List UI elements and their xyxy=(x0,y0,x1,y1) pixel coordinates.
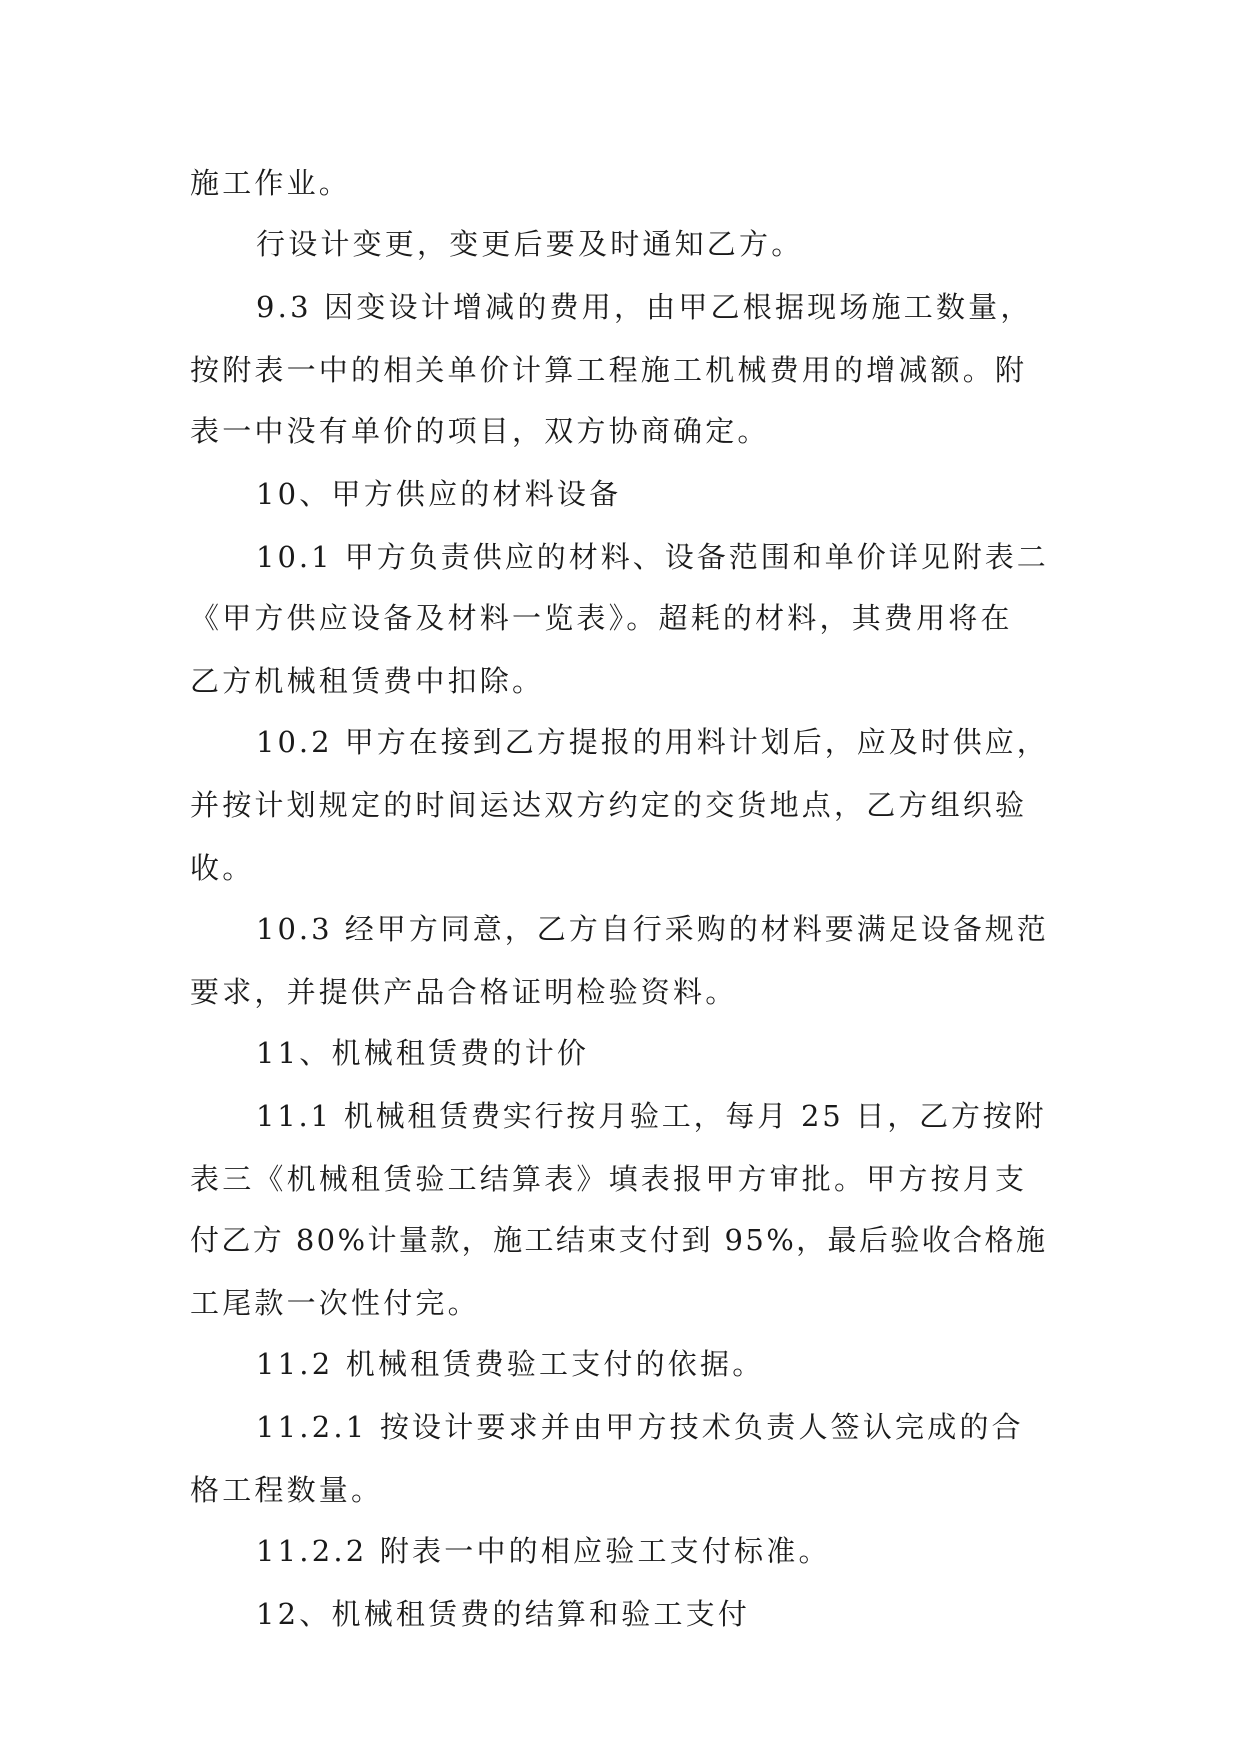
text-line: 行设计变更，变更后要及时通知乙方。 xyxy=(256,227,804,261)
paragraph-11-2-2: 11.2.2 附表一中的相应验工支付标准。 xyxy=(256,1534,831,1568)
paragraph-10-1: 10.1 甲方负责供应的材料、设备范围和单价详见附表二 xyxy=(256,540,1049,574)
section-heading-12: 12、机械租赁费的结算和验工支付 xyxy=(256,1597,751,1631)
text-line: 施工作业。 xyxy=(190,166,352,200)
text-line: 并按计划规定的时间运达双方约定的交货地点，乙方组织验 xyxy=(190,788,1028,822)
paragraph-10-2: 10.2 甲方在接到乙方提报的用料计划后，应及时供应， xyxy=(256,725,1049,759)
paragraph-11-2: 11.2 机械租赁费验工支付的依据。 xyxy=(256,1347,765,1381)
section-heading-10: 10、甲方供应的材料设备 xyxy=(256,477,622,511)
paragraph-11-1: 11.1 机械租赁费实行按月验工，每月 25 日，乙方按附 xyxy=(256,1099,1047,1133)
paragraph-10-3: 10.3 经甲方同意，乙方自行采购的材料要满足设备规范 xyxy=(256,912,1049,946)
paragraph-9-3: 9.3 因变设计增减的费用，由甲乙根据现场施工数量， xyxy=(256,290,1033,324)
text-line: 表一中没有单价的项目，双方协商确定。 xyxy=(190,414,770,448)
text-line: 按附表一中的相关单价计算工程施工机械费用的增减额。附 xyxy=(190,353,1028,387)
text-line: 乙方机械租赁费中扣除。 xyxy=(190,664,545,698)
paragraph-11-2-1: 11.2.1 按设计要求并由甲方技术负责人签认完成的合 xyxy=(256,1410,1024,1444)
text-line: 《甲方供应设备及材料一览表》。超耗的材料，其费用将在 xyxy=(190,601,1013,635)
text-line: 付乙方 80%计量款，施工结束支付到 95%，最后验收合格施 xyxy=(190,1223,1048,1257)
text-line: 工尾款一次性付完。 xyxy=(190,1286,480,1320)
text-line: 要求，并提供产品合格证明检验资料。 xyxy=(190,975,738,1009)
section-heading-11: 11、机械租赁费的计价 xyxy=(256,1036,590,1070)
text-line: 表三《机械租赁验工结算表》填表报甲方审批。甲方按月支 xyxy=(190,1162,1028,1196)
text-line: 收。 xyxy=(190,851,255,885)
text-line: 格工程数量。 xyxy=(190,1473,384,1507)
